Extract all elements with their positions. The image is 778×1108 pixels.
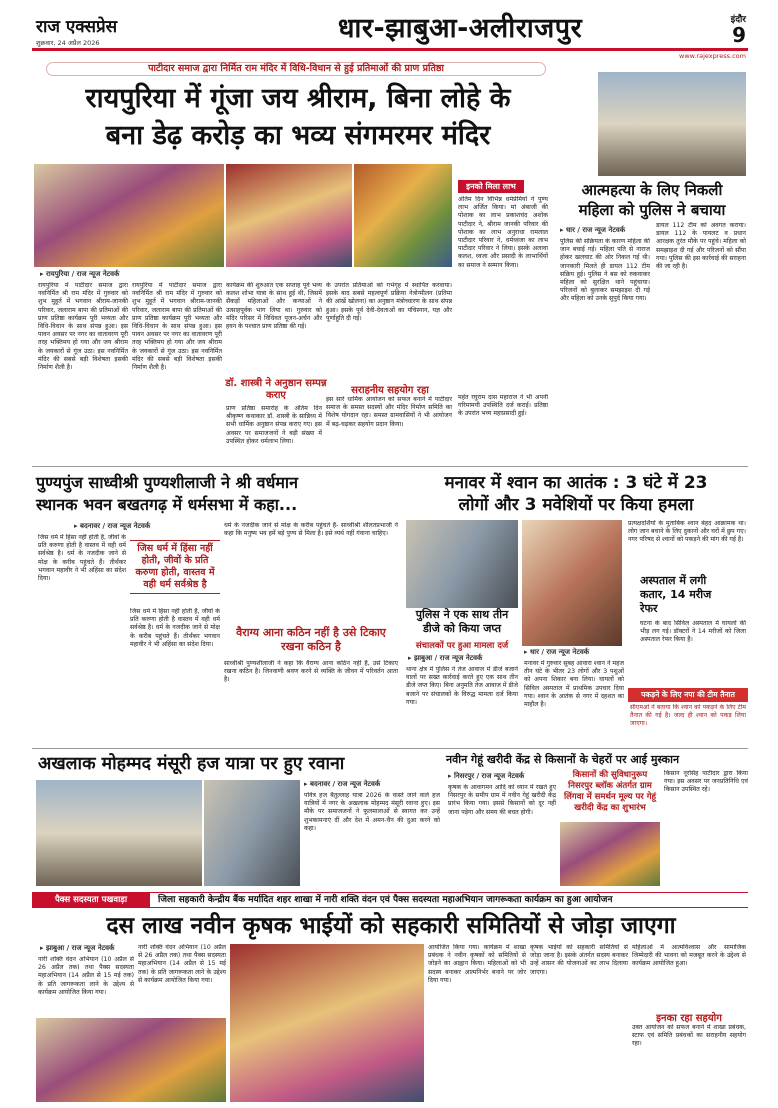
story7-banner: पकड़ने के लिए नपा की टीम तैनात [628, 688, 748, 702]
story6-headline-line2: डीजे को किया जप्त [422, 622, 502, 635]
story10-photo-center [230, 944, 424, 1102]
story1-headline-line2: बना डेढ़ करोड़ का भव्य संगमरमर मंदिर [105, 120, 491, 151]
issue-date: शुक्रवार, 24 अप्रैल 2026 [36, 39, 100, 47]
website-link[interactable]: www.rajexpress.com [679, 52, 746, 60]
story7-headline-line2: कतार, 14 मरीज [640, 588, 712, 601]
story10-body-col4: कृषक भाईयों को सहकारी समितियों से जोड़ा जाना है। इसके अंतर्गत सदस्य बनाकर उन्हें शासन की योजनाओं का लाभ दिलाया जाएगा। [530, 944, 628, 976]
section-title [238, 12, 682, 46]
story5-photo [522, 520, 622, 646]
story6-headline [404, 608, 520, 636]
story5-body: मनावर में गुरुवार सुबह आवारा श्वान ने महज तीन घंटे के भीतर 23 लोगों और 3 पशुओं को अपना शिकार बना लिया। घायलों को सिविल अस्पताल में प्राथमिक उपचार दिया गया। श्वान के आतंक से नगर में दहशत का माहौल है। [524, 660, 624, 709]
story1-body-col4b: इस सारे धार्मिक आयोजन को सफल बनाने में पाटीदार समाज के समस्त सदस्यों और मंदिर निर्माण समिति का विशेष योगदान रहा। समस्त ग्रामवासियों ने भी आयोजन में बढ़-चढ़कर सहयोग प्रदान किया। [326, 396, 452, 428]
story9-headline: नवीन गेहूं खरीदी केंद्र से किसानों के चेहरों पर आई मुस्कान [446, 753, 680, 766]
story6-kicker: संचालकों पर हुआ मामला दर्ज [415, 641, 509, 651]
story10-subhead: इनका रहा सहयोग [656, 1013, 722, 1024]
story10-byline: ▸ झाबुआ / राज न्यूज नेटवर्क [40, 944, 115, 952]
story1-body-col2: रायपुरिया में पाटीदार समाज द्वारा नवनिर्मित श्री राम मंदिर में गुरुवार को शुभ मुहूर्त में भगवान श्रीराम-जानकी परिवार, जलाराम बापा की प्रतिमाओं की प्राण प्रतिष्ठा कार्यक्रम पूरी भव्यता और विधि-विधान के साथ संपन्न हुआ। इस पावन अवसर पर नगर का वातावरण पूरी तरह भक्तिमय हो गया और जय श्रीराम के जयकारों से गूंज उठा। इस नवनिर्मित मंदिर की सबसे बड़ी विशेषता इसकी निर्माण शैली है। [132, 282, 222, 372]
story2-label: इनको मिला लाभ [458, 180, 524, 193]
story6-headline-line1: पुलिस ने एक साथ तीन [415, 608, 509, 621]
story6-photo [406, 520, 518, 608]
story3-body-col1: पुलिस की सक्रियता के कारण महिला की जान बचाई गई। महिला पति से नाराज होकर खलघाट की ओर निकल गई थी। जानकारी मिलते ही डायल 112 टीम सक्रिय हुई। पुलिस ने बस को रुकवाकर महिला को सुरक्षित थाने पहुंचाया। परिजनों को बुलाकर समझाइश दी गई और महिला को उनके सुपुर्द किया गया। [560, 238, 650, 303]
story1-byline: ▸ रायपुरिया / राज न्यूज नेटवर्क [40, 270, 120, 278]
story5-headline-line1: मनावर में श्वान का आतंक : 3 घंटे में 23 [444, 473, 708, 493]
logo-text: राज एक्सप्रेस [36, 17, 118, 37]
story9-photo [560, 822, 660, 886]
story1-photo-center [226, 164, 352, 267]
ribbon-label: पैक्स सदस्यता पखवाड़ा [32, 893, 150, 907]
story9-byline-text: निसरपुर / राज न्यूज नेटवर्क [453, 772, 525, 780]
story4-headline-line2: स्थानक भवन बखतगढ़ में धर्मसभा में कहा... [36, 495, 298, 514]
story6-byline: ▸ झाबुआ / राज न्यूज नेटवर्क [408, 654, 483, 662]
story1-photo-left [34, 164, 224, 267]
story10-byline-text: झाबुआ / राज न्यूज नेटवर्क [45, 944, 115, 952]
story5-body2: प्रत्यक्षदर्शियों के मुताबिक श्वान बेहद आक्रामक था। लोग जान बचाने के लिए दुकानों और घरों में छुप गए। नगर परिषद से श्वानों को पकड़ने की मांग की गई है। [628, 520, 746, 544]
story10-body-col3: आयोजित किया गया। कार्यक्रम में शाखा प्रबंधक ने नवीन कृषकों को समितियों से जोड़ने का आह्वान किया। महिलाओं को भी सदस्य बनाकर आत्मनिर्भर बनाने पर जोर दिया गया। [428, 944, 526, 984]
story8-body: पवित्र हज बैतुल्लाह यात्रा 2026 के वास्ते जाने वाले हज यात्रियों में नगर के अखलाक मोहम्मद मंसूरी रवाना हुए। इस मौके पर समाजजनों ने फूलमालाओं से स्वागत कर उन्हें शुभकामनाएं दीं और देश में अमन-चैन की दुआ करने को कहा। [304, 792, 440, 832]
story9-subhead: किसानों की सुविधानुरूप निसरपुर ब्लॉक अंतर्गत ग्राम लिंगवा में समर्थन मूल्य पर गेहूं खरीदी केंद्र का शुभारंभ [563, 770, 657, 813]
page-number-block [706, 12, 746, 45]
story9-byline: ▸ निसरपुर / राज न्यूज नेटवर्क [448, 772, 525, 780]
story4-body-col3: धर्म के नजदीक जाने से मोक्ष के करीब पहुंचते हैं- साध्वीश्री शीलतप्रभाजी ने कहा कि मनुष्य भव हमें बड़े पुण्य से मिला है। इसे व्यर्थ नहीं गंवाना चाहिए। [224, 522, 398, 538]
header-rule [32, 48, 748, 51]
story5-headline-line2: लोगों और 3 मवेशियों पर किया हमला [458, 495, 694, 515]
story7-headline-line1: अस्पताल में लगी [640, 574, 707, 587]
story4-byline-text: बदनावर / राज न्यूज नेटवर्क [79, 522, 151, 530]
story5-byline-text: धार / राज न्यूज नेटवर्क [529, 648, 590, 656]
story3-byline: ▸ धार / राज न्यूज नेटवर्क [560, 226, 626, 234]
divider-1 [32, 466, 748, 467]
story9-body2: किसान नूरसिंह पाटीदार द्वारा किया गया। इस अवसर पर जनप्रतिनिधि एवं किसान उपस्थित रहे। [664, 770, 748, 794]
story3-headline [556, 180, 748, 220]
edition-city: इंदौर [730, 15, 746, 25]
story4-subhead: वैराग्य आना कठिन नहीं है उसे टिकाए रखना कठिन है [236, 626, 386, 653]
story1-body-col1: रायपुरिया में पाटीदार समाज द्वारा नवनिर्मित श्री राम मंदिर में गुरुवार को शुभ मुहूर्त में भगवान श्रीराम-जानकी परिवार, जलाराम बापा की प्रतिमाओं की प्राण प्रतिष्ठा कार्यक्रम पूरी भव्यता और विधि-विधान के साथ संपन्न हुआ। इस पावन अवसर पर नगर का वातावरण पूरी तरह भक्तिमय हो गया और जय श्रीराम के जयकारों से गूंज उठा। इस नवनिर्मित मंदिर की सबसे बड़ी विशेषता इसकी निर्माण शैली है। [38, 282, 128, 372]
story1-body-col4: के उपरांत प्रतिमाओं को गर्भगृह में स्थापित करवाया। इसके बाद सबसे महत्वपूर्ण प्रक्रिया नेत्रोन्मीलन (प्रतिमा की आंखें खोलना) का अनुष्ठान मंत्रोच्चारण के साथ संपन्न हुआ। इसके पूर्व देवी-देवताओं का पंचिस्नान, यज्ञ और पूर्णाहुति दी गई। [326, 282, 452, 322]
story3-photo [598, 72, 746, 176]
story1-photo-right [354, 164, 452, 267]
story1-kicker: पाटीदार समाज द्वारा निर्मित राम मंदिर में विधि-विधान से हुई प्रतिमाओं की प्राण प्रतिष्ठा [46, 62, 546, 76]
story8-headline: अखलाक मोहम्मद मंसूरी हज यात्रा पर हुए रवाना [38, 754, 345, 774]
story8-photo-left [36, 780, 202, 886]
story9-body: कृषक के आवागमन आदि को ध्यान में रखते हुए निसरपुर के समीप ग्राम में नवीन गेहूं खरीदी केंद्र प्रारंभ किया गया। इससे किसानों को दूर नहीं जाना पड़ेगा और समय की बचत होगी। [448, 784, 556, 816]
story10-body-col5: महिलाओं में आत्मविश्वास और सामाजिक जिम्मेदारी की भावना को मजबूत करने के उद्देश्य से कार्यक्रम आयोजित हुआ। [632, 944, 746, 968]
divider-2 [32, 748, 748, 749]
story1-subhead1: डॉ. शास्त्री ने अनुष्ठान सम्पन्न कराए [225, 378, 327, 401]
story4-body-col3b: साध्वीश्री पुण्यशीलाजी ने कहा कि वैराग्य आना कठिन नहीं है, उसे टिकाए रखना कठिन है। जिनवाणी श्रवण करने से व्यक्ति के जीवन में परिवर्तन आता है। [224, 660, 398, 684]
story4-byline: ▸ बदनावर / राज न्यूज नेटवर्क [74, 522, 151, 530]
story6-byline-text: झाबुआ / राज न्यूज नेटवर्क [413, 654, 483, 662]
story4-body-col2: जिस धर्म में हिंसा नहीं होती है, जीवों के प्रति करुणा होती है वास्तव में वही धर्म सर्वश्रेष्ठ है। धर्म के नजदीक जाने से मोक्ष के करीब पहुंचते हैं। तीर्थंकर भगवान महावीर ने भी अहिंसा का संदेश दिया। [130, 608, 220, 648]
story2-body: अंतिम दिन विभिन्न धर्मप्रेमियों ने पुण्य लाभ अर्जित किया। मां अंबाजी की पोशाक का लाभ प्रकाशचंद अशोक पाटीदार ने, श्रीराम जानकी परिवार की पोशाक का लाभ अनुराधा रामलाल पाटीदार परिवार ने, धर्मध्वजा का लाभ पाटीदार परिवार ने लिया। इसके अलावा कलश, ध्वजा और प्रसादी के लाभार्थियों का समाज ने सम्मान किया। [458, 196, 548, 269]
ribbon [32, 892, 748, 908]
story3-byline-text: धार / राज न्यूज नेटवर्क [565, 226, 626, 234]
story1-headline [44, 80, 552, 154]
story3-headline-line2: महिला को पुलिस ने बचाया [578, 201, 726, 219]
story1-subhead2: सराहनीय सहयोग रहा [351, 385, 429, 396]
story6-body: थाना क्षेत्र में पुलिस ने तेज आवाज में डीजे बजाने वालों पर सख्त कार्रवाई करते हुए एक साथ तीन डीजे जप्त किए। बिना अनुमति तेज आवाज में डीजे बजाने पर संचालकों के विरुद्ध मामला दर्ज किया गया। [406, 666, 518, 706]
story7-headline [640, 574, 744, 616]
story4-headline-line1: पुण्यपुंज साध्वीश्री पुण्यशीलाजी ने श्री वर्धमान [36, 473, 298, 492]
story10-body-col5b: उक्त आयोजन को सफल बनाने में शाखा प्रबंधक, स्टाफ एवं समिति प्रबंधकों का सराहनीय सहयोग रहा। [632, 1024, 746, 1048]
story1-body-col3: कार्यक्रम की शुरुआत एक सप्ताह पूर्व भव्य कलश शोभा यात्रा के साथ हुई थी, जिसमें सैकड़ों महिलाओं और कन्याओं ने उत्साहपूर्वक भाग लिया था। गुरुवार को मंदिर परिसर में विधिवत पूजन-अर्चन और हवन के पश्चात प्राण प्रतिष्ठा की गई। [226, 282, 322, 331]
story7-headline-line3: रेफर [640, 602, 658, 615]
story8-photo-right [204, 780, 300, 886]
story10-body-col1: नारी शक्ति वंदन अभियान (10 अप्रैल से 26 अप्रैल तक) तथा पैक्स सदस्यता महाअभियान (14 अप्रैल से 15 मई तक) के प्रति जागरूकता लाने के उद्देश्य से कार्यक्रम आयोजित किया गया। [38, 956, 134, 996]
story1-body-col3b: प्राण प्रतिष्ठा समारोह के अंतिम दिन श्रीकृष्ण कथाकार डॉ. शास्त्री के सान्निध्य में सभी धार्मिक अनुष्ठान संपन्न कराए गए। इस अवसर पर समाजजनों ने बड़ी संख्या में उपस्थित होकर धर्मलाभ लिया। [226, 405, 322, 445]
story5-headline [404, 472, 748, 516]
story4-headline [36, 472, 396, 516]
story3-headline-line1: आत्महत्या के लिए निकली [581, 181, 723, 199]
story3-body-col2: डायल 112 टीम को अवगत कराया। डायल 112 के पायलट व प्रधान आरक्षक तुरंत मौके पर पहुंचे। महिला को समझाइश दी गई और परिजनों को सौंपा गया। पुलिस की इस कार्रवाई की सराहना की जा रही है। [656, 222, 746, 271]
story4-pullquote: जिस धर्म में हिंसा नहीं होती, जीवों के प्रति करुणा होती, वास्तव में वही धर्म सर्वश्रेष्ठ है [130, 540, 220, 594]
story1-headline-line1: रायपुरिया में गूंजा जय श्रीराम, बिना लोहे के [85, 83, 511, 114]
story2-body2: महंत रघुराम दास महाराज ने भी अपनी गरिमामयी उपस्थिति दर्ज कराई। प्रतिष्ठा के उपरांत भव्य महाप्रसादी हुई। [458, 394, 548, 418]
story4-body-col1: जिस धर्म में हिंसा नहीं होती है, जीवों के प्रति करुणा होती है वास्तव में वही धर्म सर्वश्रेष्ठ है। धर्म के नजदीक जाने से मोक्ष के करीब पहुंचते हैं। तीर्थंकर भगवान महावीर ने भी अहिंसा का संदेश दिया। [38, 534, 126, 583]
story10-body-col2: नारी शक्ति वंदन अभियान (10 अप्रैल से 26 अप्रैल तक) तथा पैक्स सदस्यता महाअभियान (14 अप्रैल से 15 मई तक) के प्रति जागरूकता लाने के उद्देश्य से कार्यक्रम आयोजित किया गया। [138, 944, 226, 984]
story8-byline-text: बदनावर / राज न्यूज नेटवर्क [309, 780, 381, 788]
story10-photo-left [36, 1018, 226, 1102]
story1-byline-text: रायपुरिया / राज न्यूज नेटवर्क [45, 270, 120, 278]
section-name: धार-झाबुआ-अलीराजपुर [337, 13, 583, 44]
masthead-logo [36, 14, 152, 47]
story7-banner-body: सीएमओ ने बताया कि श्वान को पकड़ने के लिए टीम तैनात की गई है। जल्द ही श्वान को पकड़ लिया जाएगा। [630, 704, 746, 728]
story8-byline: ▸ बदनावर / राज न्यूज नेटवर्क [304, 780, 381, 788]
page-number: 9 [732, 23, 746, 47]
story10-headline: दस लाख नवीन कृषक भाईयों को सहकारी समितियों से जोड़ा जाएगा [106, 913, 676, 939]
story7-body: घटना के बाद सिविल अस्पताल में घायलों की भीड़ लग गई। डॉक्टरों ने 14 मरीजों को जिला अस्पताल रेफर किया है। [640, 620, 746, 644]
ribbon-text: जिला सहकारी केन्द्रीय बैंक मर्यादित शहर शाखा में नारी शक्ति वंदन एवं पैक्स सदस्यता महाअभियान जागरूकता कार्यक्रम का हुआ आयोजन [158, 895, 613, 905]
story5-byline: ▸ धार / राज न्यूज नेटवर्क [524, 648, 590, 656]
